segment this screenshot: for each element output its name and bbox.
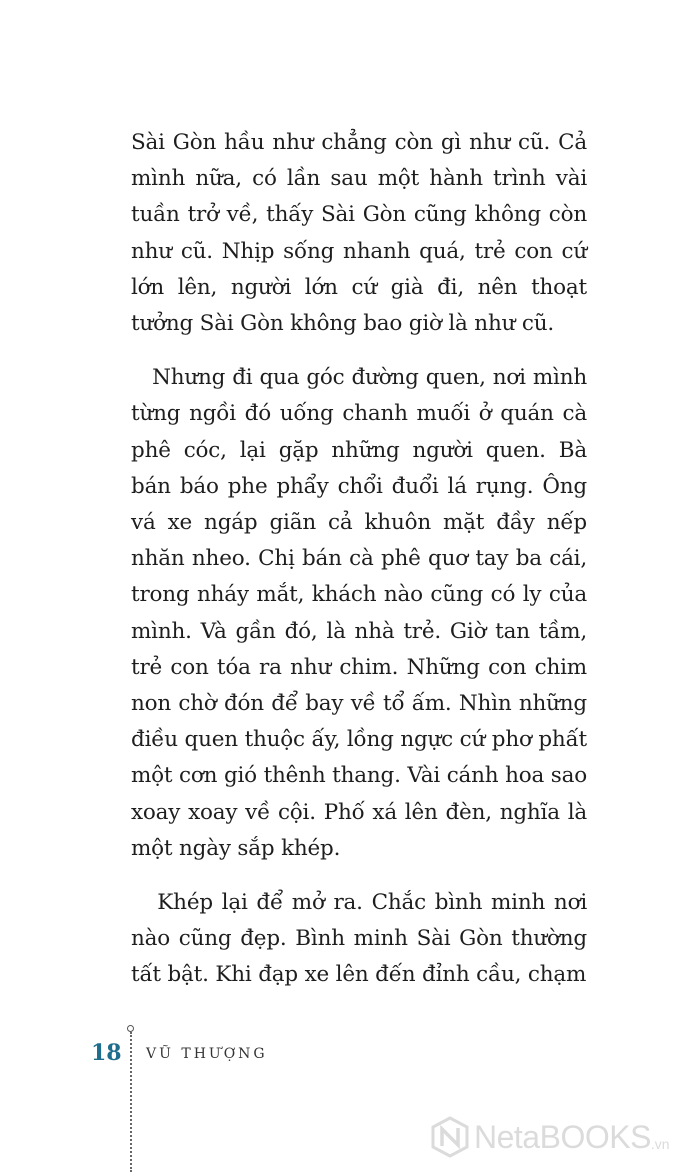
page-number: 18 <box>91 1040 122 1066</box>
watermark-brand: NetaBOOKS <box>474 1118 651 1155</box>
body-text <box>131 125 587 994</box>
watermark <box>430 1112 690 1162</box>
footer-dotted-rule <box>130 1032 132 1172</box>
watermark-suffix: .vn <box>650 1136 670 1152</box>
running-footer-author: VŨ THƯỢNG <box>146 1046 268 1062</box>
paragraph-2: Nhưng đi qua góc đường quen, nơi mình từng ngồi đó uống chanh muối ở quán cà phê cóc, lại gặp những người quen. Bà bán báo phe phẩy chổi đuổi lá rụng. Ông vá xe ngáp giãn cả khuôn mặt đầy nếp nhăn nheo. Chị bán cà phê quơ tay ba cái, trong nháy mắt, khách nào cũng có ly của mình. Và gần đó, là nhà trẻ. Giờ tan tầm, trẻ con tóa ra như chim. Những con chim non chờ đón để bay về tổ ấm. Nhìn những điều quen thuộc ấy, lồng ngực cứ phơ phất một cơn gió thênh thang. Vài cánh hoa sao xoay xoay về cội. Phố xá lên đèn, nghĩa là một ngày sắp khép. <box>131 365 587 861</box>
paragraph-1: Sài Gòn hầu như chẳng còn gì như cũ. Cả mình nữa, có lần sau một hành trình vài tuần trở về, thấy Sài Gòn cũng không còn như cũ. Nhịp sống nhanh quá, trẻ con cứ lớn lên, người lớn cứ già đi, nên thoạt tưởng Sài Gòn không bao giờ là như cũ. <box>131 130 587 337</box>
footer-rule-ring <box>127 1025 134 1032</box>
netabooks-logo-icon <box>430 1116 470 1158</box>
paragraph-3: Khép lại để mở ra. Chắc bình minh nơi nào cũng đẹp. Bình minh Sài Gòn thường tất bật. Khi đạp xe lên đến đỉnh cầu, chạm <box>131 890 587 988</box>
